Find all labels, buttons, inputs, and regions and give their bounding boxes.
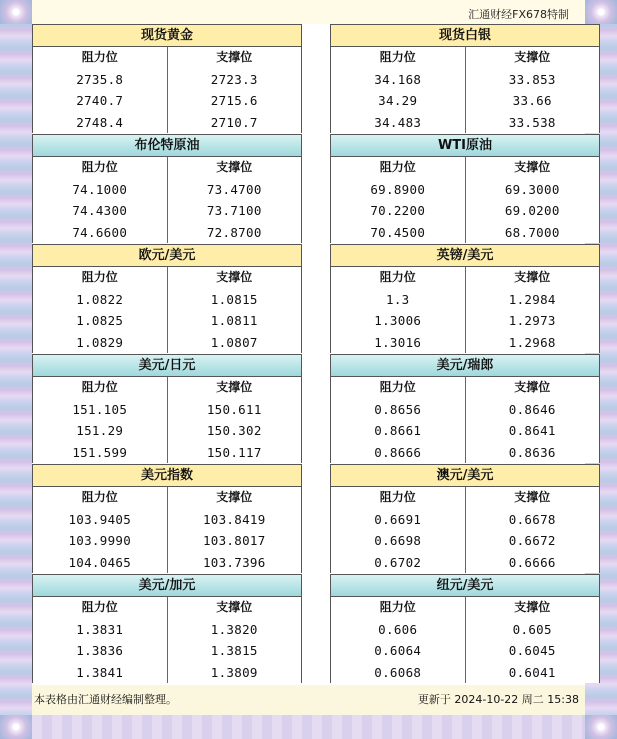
corner-ornament-top-right xyxy=(585,0,617,24)
resistance-value: 34.483 xyxy=(331,112,466,134)
support-value: 69.0200 xyxy=(504,203,560,218)
support-value: 2723.3 xyxy=(210,71,258,87)
support-value: 73.7100 xyxy=(206,203,262,218)
resistance-header: 阻力位 xyxy=(33,47,168,69)
resistance-value: 70.2200 xyxy=(331,200,466,222)
support-value: 0.6678 xyxy=(508,511,556,527)
support-value: 0.8646 xyxy=(508,401,556,417)
table-row xyxy=(331,112,599,134)
table-row xyxy=(33,222,301,244)
footer-note: 本表格由汇通财经编制整理。 xyxy=(34,693,177,706)
resistance-header: 阻力位 xyxy=(331,267,466,289)
pivot-block xyxy=(330,464,600,573)
pivot-block xyxy=(330,244,600,353)
resistance-value: 0.8661 xyxy=(331,420,466,442)
support-value: 103.8419 xyxy=(202,511,266,527)
pivot-block xyxy=(32,244,302,353)
support-value: 1.3820 xyxy=(210,621,258,637)
table-row xyxy=(331,69,599,91)
pivot-block xyxy=(330,24,600,133)
pivot-block xyxy=(330,134,600,243)
support-value: 33.853 xyxy=(508,71,556,87)
resistance-value: 151.105 xyxy=(33,399,168,421)
instrument-title: 现货白银 xyxy=(331,25,599,47)
bottom-band xyxy=(32,711,585,739)
table-row xyxy=(33,530,301,552)
resistance-value: 34.168 xyxy=(331,69,466,91)
resistance-value: 0.6702 xyxy=(331,552,466,574)
table-row xyxy=(331,442,599,464)
corner-ornament-bottom-right xyxy=(585,715,617,739)
corner-ornament-top-left xyxy=(0,0,32,24)
support-value: 1.0815 xyxy=(210,291,258,307)
support-value: 0.8636 xyxy=(508,444,556,460)
table-row xyxy=(33,289,301,311)
header-row xyxy=(331,377,599,399)
table-row xyxy=(331,399,599,421)
header-row xyxy=(331,487,599,509)
support-value: 1.3815 xyxy=(210,643,258,658)
resistance-value: 0.606 xyxy=(331,619,466,641)
pivot-block xyxy=(32,464,302,573)
table-row xyxy=(33,200,301,222)
resistance-value: 0.6064 xyxy=(331,640,466,662)
support-value: 73.4700 xyxy=(206,181,262,197)
instrument-title: 现货黄金 xyxy=(33,25,301,47)
header-row xyxy=(33,157,301,179)
table-row xyxy=(33,399,301,421)
instrument-title: 英镑/美元 xyxy=(331,245,599,267)
resistance-value: 70.4500 xyxy=(331,222,466,244)
support-value: 72.8700 xyxy=(206,224,262,240)
pivot-block xyxy=(32,574,302,683)
support-header: 支撑位 xyxy=(514,490,551,504)
support-value: 0.6666 xyxy=(508,554,556,570)
resistance-value: 0.6698 xyxy=(331,530,466,552)
resistance-value: 1.3831 xyxy=(33,619,168,641)
header-row xyxy=(331,267,599,289)
instrument-title: WTI原油 xyxy=(331,135,599,157)
resistance-value: 103.9405 xyxy=(33,509,168,531)
resistance-value: 151.29 xyxy=(33,420,168,442)
header-row xyxy=(331,597,599,619)
table-row xyxy=(331,662,599,684)
pivot-block xyxy=(330,354,600,463)
footer-updated-time: 更新于 2024-10-22 周二 15:38 xyxy=(417,693,579,706)
table-row xyxy=(331,619,599,641)
pivot-block xyxy=(32,134,302,243)
support-value: 69.3000 xyxy=(504,181,560,197)
resistance-value: 2740.7 xyxy=(33,90,168,112)
resistance-header: 阻力位 xyxy=(331,597,466,619)
brand-label: 汇通财经FX678特制 xyxy=(468,8,569,21)
resistance-value: 1.3836 xyxy=(33,640,168,662)
support-header: 支撑位 xyxy=(216,600,253,614)
table-row xyxy=(33,310,301,332)
support-value: 150.302 xyxy=(206,423,262,438)
resistance-header: 阻力位 xyxy=(33,487,168,509)
table-row xyxy=(33,509,301,531)
resistance-header: 阻力位 xyxy=(331,157,466,179)
table-row xyxy=(33,662,301,684)
resistance-value: 74.6600 xyxy=(33,222,168,244)
pivot-block xyxy=(32,24,302,133)
header-row xyxy=(33,597,301,619)
table-row xyxy=(331,310,599,332)
support-header: 支撑位 xyxy=(216,380,253,394)
resistance-value: 1.0822 xyxy=(33,289,168,311)
pivot-block xyxy=(330,574,600,683)
table-row xyxy=(331,200,599,222)
resistance-value: 0.6068 xyxy=(331,662,466,684)
support-value: 103.8017 xyxy=(202,533,266,548)
resistance-value: 1.3841 xyxy=(33,662,168,684)
support-value: 0.6672 xyxy=(508,533,556,548)
header-row xyxy=(33,487,301,509)
support-value: 2710.7 xyxy=(210,114,258,130)
footer xyxy=(32,685,585,715)
support-value: 103.7396 xyxy=(202,554,266,570)
resistance-value: 1.3006 xyxy=(331,310,466,332)
resistance-value: 1.3016 xyxy=(331,332,466,354)
resistance-value: 74.4300 xyxy=(33,200,168,222)
support-header: 支撑位 xyxy=(216,490,253,504)
table-row xyxy=(33,619,301,641)
instrument-title: 美元/瑞郎 xyxy=(331,355,599,377)
instrument-title: 纽元/美元 xyxy=(331,575,599,597)
table-row xyxy=(331,552,599,574)
resistance-header: 阻力位 xyxy=(331,377,466,399)
resistance-header: 阻力位 xyxy=(331,47,466,69)
resistance-value: 2735.8 xyxy=(33,69,168,91)
support-value: 33.538 xyxy=(508,114,556,130)
table-row xyxy=(331,332,599,354)
support-value: 1.2968 xyxy=(508,334,556,350)
header-row xyxy=(331,157,599,179)
pivot-block xyxy=(32,354,302,463)
header-row xyxy=(33,377,301,399)
table-row xyxy=(331,640,599,662)
table-row xyxy=(33,69,301,91)
table-row xyxy=(33,420,301,442)
resistance-value: 104.0465 xyxy=(33,552,168,574)
support-value: 0.6041 xyxy=(508,664,556,680)
support-value: 0.6045 xyxy=(508,643,556,658)
table-row xyxy=(331,509,599,531)
table-row xyxy=(331,420,599,442)
instrument-title: 美元指数 xyxy=(33,465,301,487)
header-row xyxy=(331,47,599,69)
support-header: 支撑位 xyxy=(216,160,253,174)
table-row xyxy=(33,112,301,134)
resistance-value: 1.0829 xyxy=(33,332,168,354)
instrument-title: 美元/加元 xyxy=(33,575,301,597)
resistance-value: 69.8900 xyxy=(331,179,466,201)
corner-ornament-bottom-left xyxy=(0,715,32,739)
table-row xyxy=(331,289,599,311)
support-value: 150.611 xyxy=(206,401,262,417)
support-header: 支撑位 xyxy=(514,270,551,284)
support-value: 1.2973 xyxy=(508,313,556,328)
support-value: 0.605 xyxy=(512,621,552,637)
support-value: 68.7000 xyxy=(504,224,560,240)
support-header: 支撑位 xyxy=(514,380,551,394)
instrument-title: 澳元/美元 xyxy=(331,465,599,487)
quote-panel xyxy=(32,24,585,685)
resistance-value: 2748.4 xyxy=(33,112,168,134)
table-row xyxy=(33,442,301,464)
resistance-value: 1.0825 xyxy=(33,310,168,332)
table-row xyxy=(331,530,599,552)
resistance-value: 0.6691 xyxy=(331,509,466,531)
resistance-header: 阻力位 xyxy=(33,267,168,289)
table-row xyxy=(331,90,599,112)
support-value: 2715.6 xyxy=(210,93,258,108)
support-header: 支撑位 xyxy=(216,50,253,64)
table-row xyxy=(33,552,301,574)
support-value: 1.2984 xyxy=(508,291,556,307)
support-value: 1.0807 xyxy=(210,334,258,350)
support-value: 33.66 xyxy=(512,93,552,108)
table-row xyxy=(331,179,599,201)
instrument-title: 布伦特原油 xyxy=(33,135,301,157)
table-row xyxy=(33,332,301,354)
table-row xyxy=(33,640,301,662)
support-value: 150.117 xyxy=(206,444,262,460)
table-row xyxy=(331,222,599,244)
support-header: 支撑位 xyxy=(514,160,551,174)
resistance-header: 阻力位 xyxy=(33,377,168,399)
resistance-value: 74.1000 xyxy=(33,179,168,201)
resistance-header: 阻力位 xyxy=(331,487,466,509)
instrument-title: 美元/日元 xyxy=(33,355,301,377)
resistance-value: 103.9990 xyxy=(33,530,168,552)
support-value: 0.8641 xyxy=(508,423,556,438)
resistance-value: 0.8666 xyxy=(331,442,466,464)
header-row xyxy=(33,267,301,289)
resistance-header: 阻力位 xyxy=(33,597,168,619)
resistance-value: 1.3 xyxy=(331,289,466,311)
support-value: 1.3809 xyxy=(210,664,258,680)
instrument-title: 欧元/美元 xyxy=(33,245,301,267)
support-value: 1.0811 xyxy=(210,313,258,328)
resistance-value: 151.599 xyxy=(33,442,168,464)
table-row xyxy=(33,90,301,112)
header-row xyxy=(33,47,301,69)
resistance-value: 0.8656 xyxy=(331,399,466,421)
support-header: 支撑位 xyxy=(216,270,253,284)
table-row xyxy=(33,179,301,201)
resistance-header: 阻力位 xyxy=(33,157,168,179)
support-header: 支撑位 xyxy=(514,50,551,64)
support-header: 支撑位 xyxy=(514,600,551,614)
resistance-value: 34.29 xyxy=(331,90,466,112)
